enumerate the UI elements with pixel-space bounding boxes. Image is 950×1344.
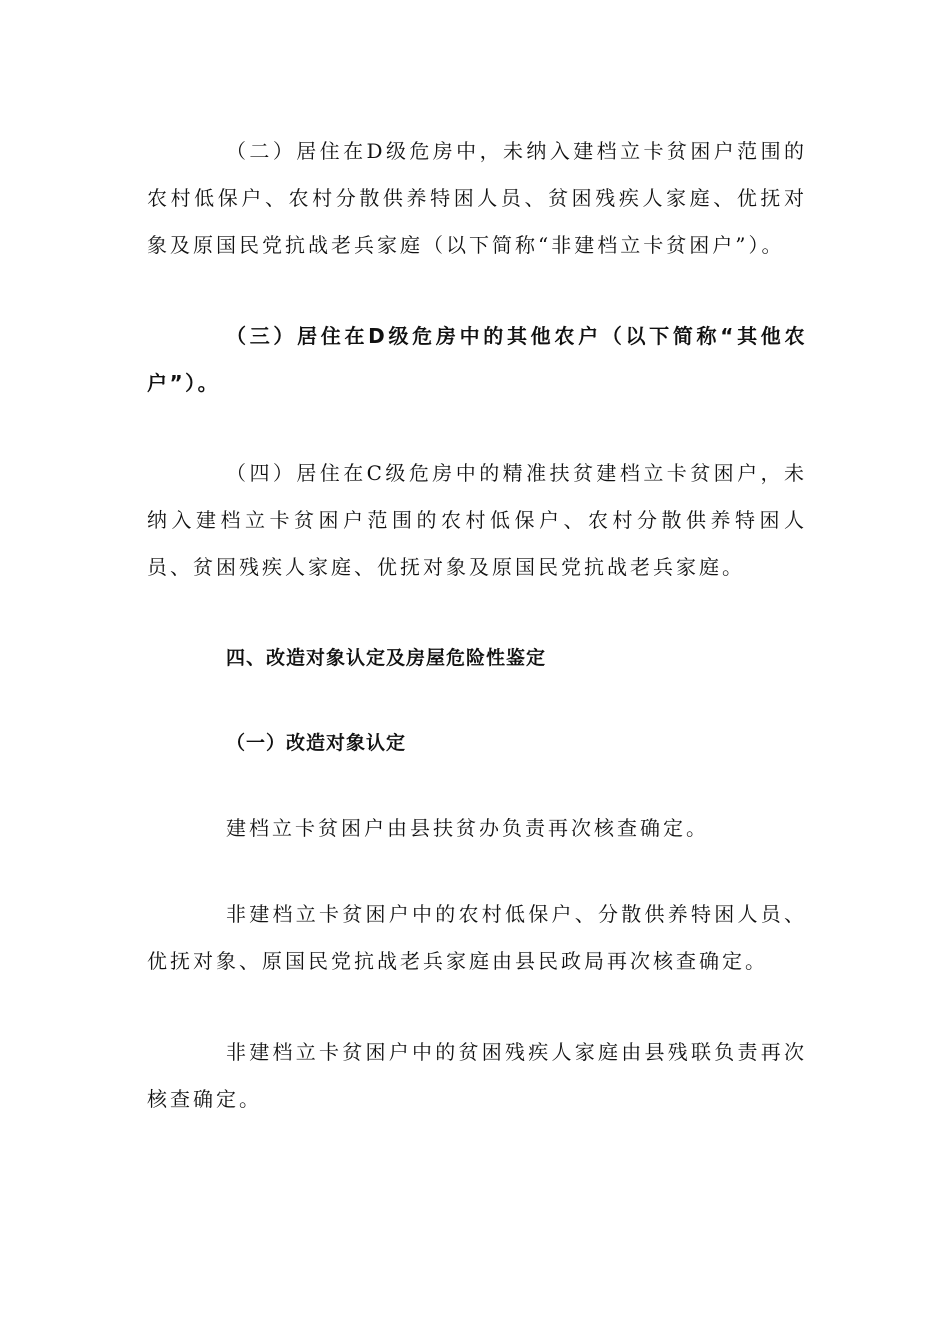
- paragraph-civil-affairs-verification: 非建档立卡贫困户中的农村低保户、分散供养特困人员、优抚对象、原国民党抗战老兵家庭由县民政局再次核查确定。: [147, 902, 807, 973]
- section-heading-identification-and-appraisal: 四、改造对象认定及房屋危险性鉴定: [226, 647, 547, 669]
- paragraph-other-farmers: （三）居住在D级危房中的其他农户（以下简称“其他农户”）。: [147, 324, 807, 395]
- paragraph-disabled-federation-verification: 非建档立卡贫困户中的贫困残疾人家庭由县残联负责再次核查确定。: [147, 1040, 807, 1111]
- paragraph-non-registered-poor-households: （二）居住在D级危房中，未纳入建档立卡贫困户范围的农村低保户、农村分散供养特困人员、贫困残疾人家庭、优抚对象及原国民党抗战老兵家庭（以下简称“非建档立卡贫困户”）。: [147, 139, 807, 257]
- paragraph-c-level-dangerous-houses: （四）居住在C级危房中的精准扶贫建档立卡贫困户，未纳入建档立卡贫困户范围的农村低保户、农村分散供养特困人员、贫困残疾人家庭、优抚对象及原国民党抗战老兵家庭。: [147, 461, 807, 579]
- subsection-heading-target-identification: （一）改造对象认定: [226, 732, 407, 754]
- paragraph-poverty-office-verification: 建档立卡贫困户由县扶贫办负责再次核查确定。: [226, 816, 709, 840]
